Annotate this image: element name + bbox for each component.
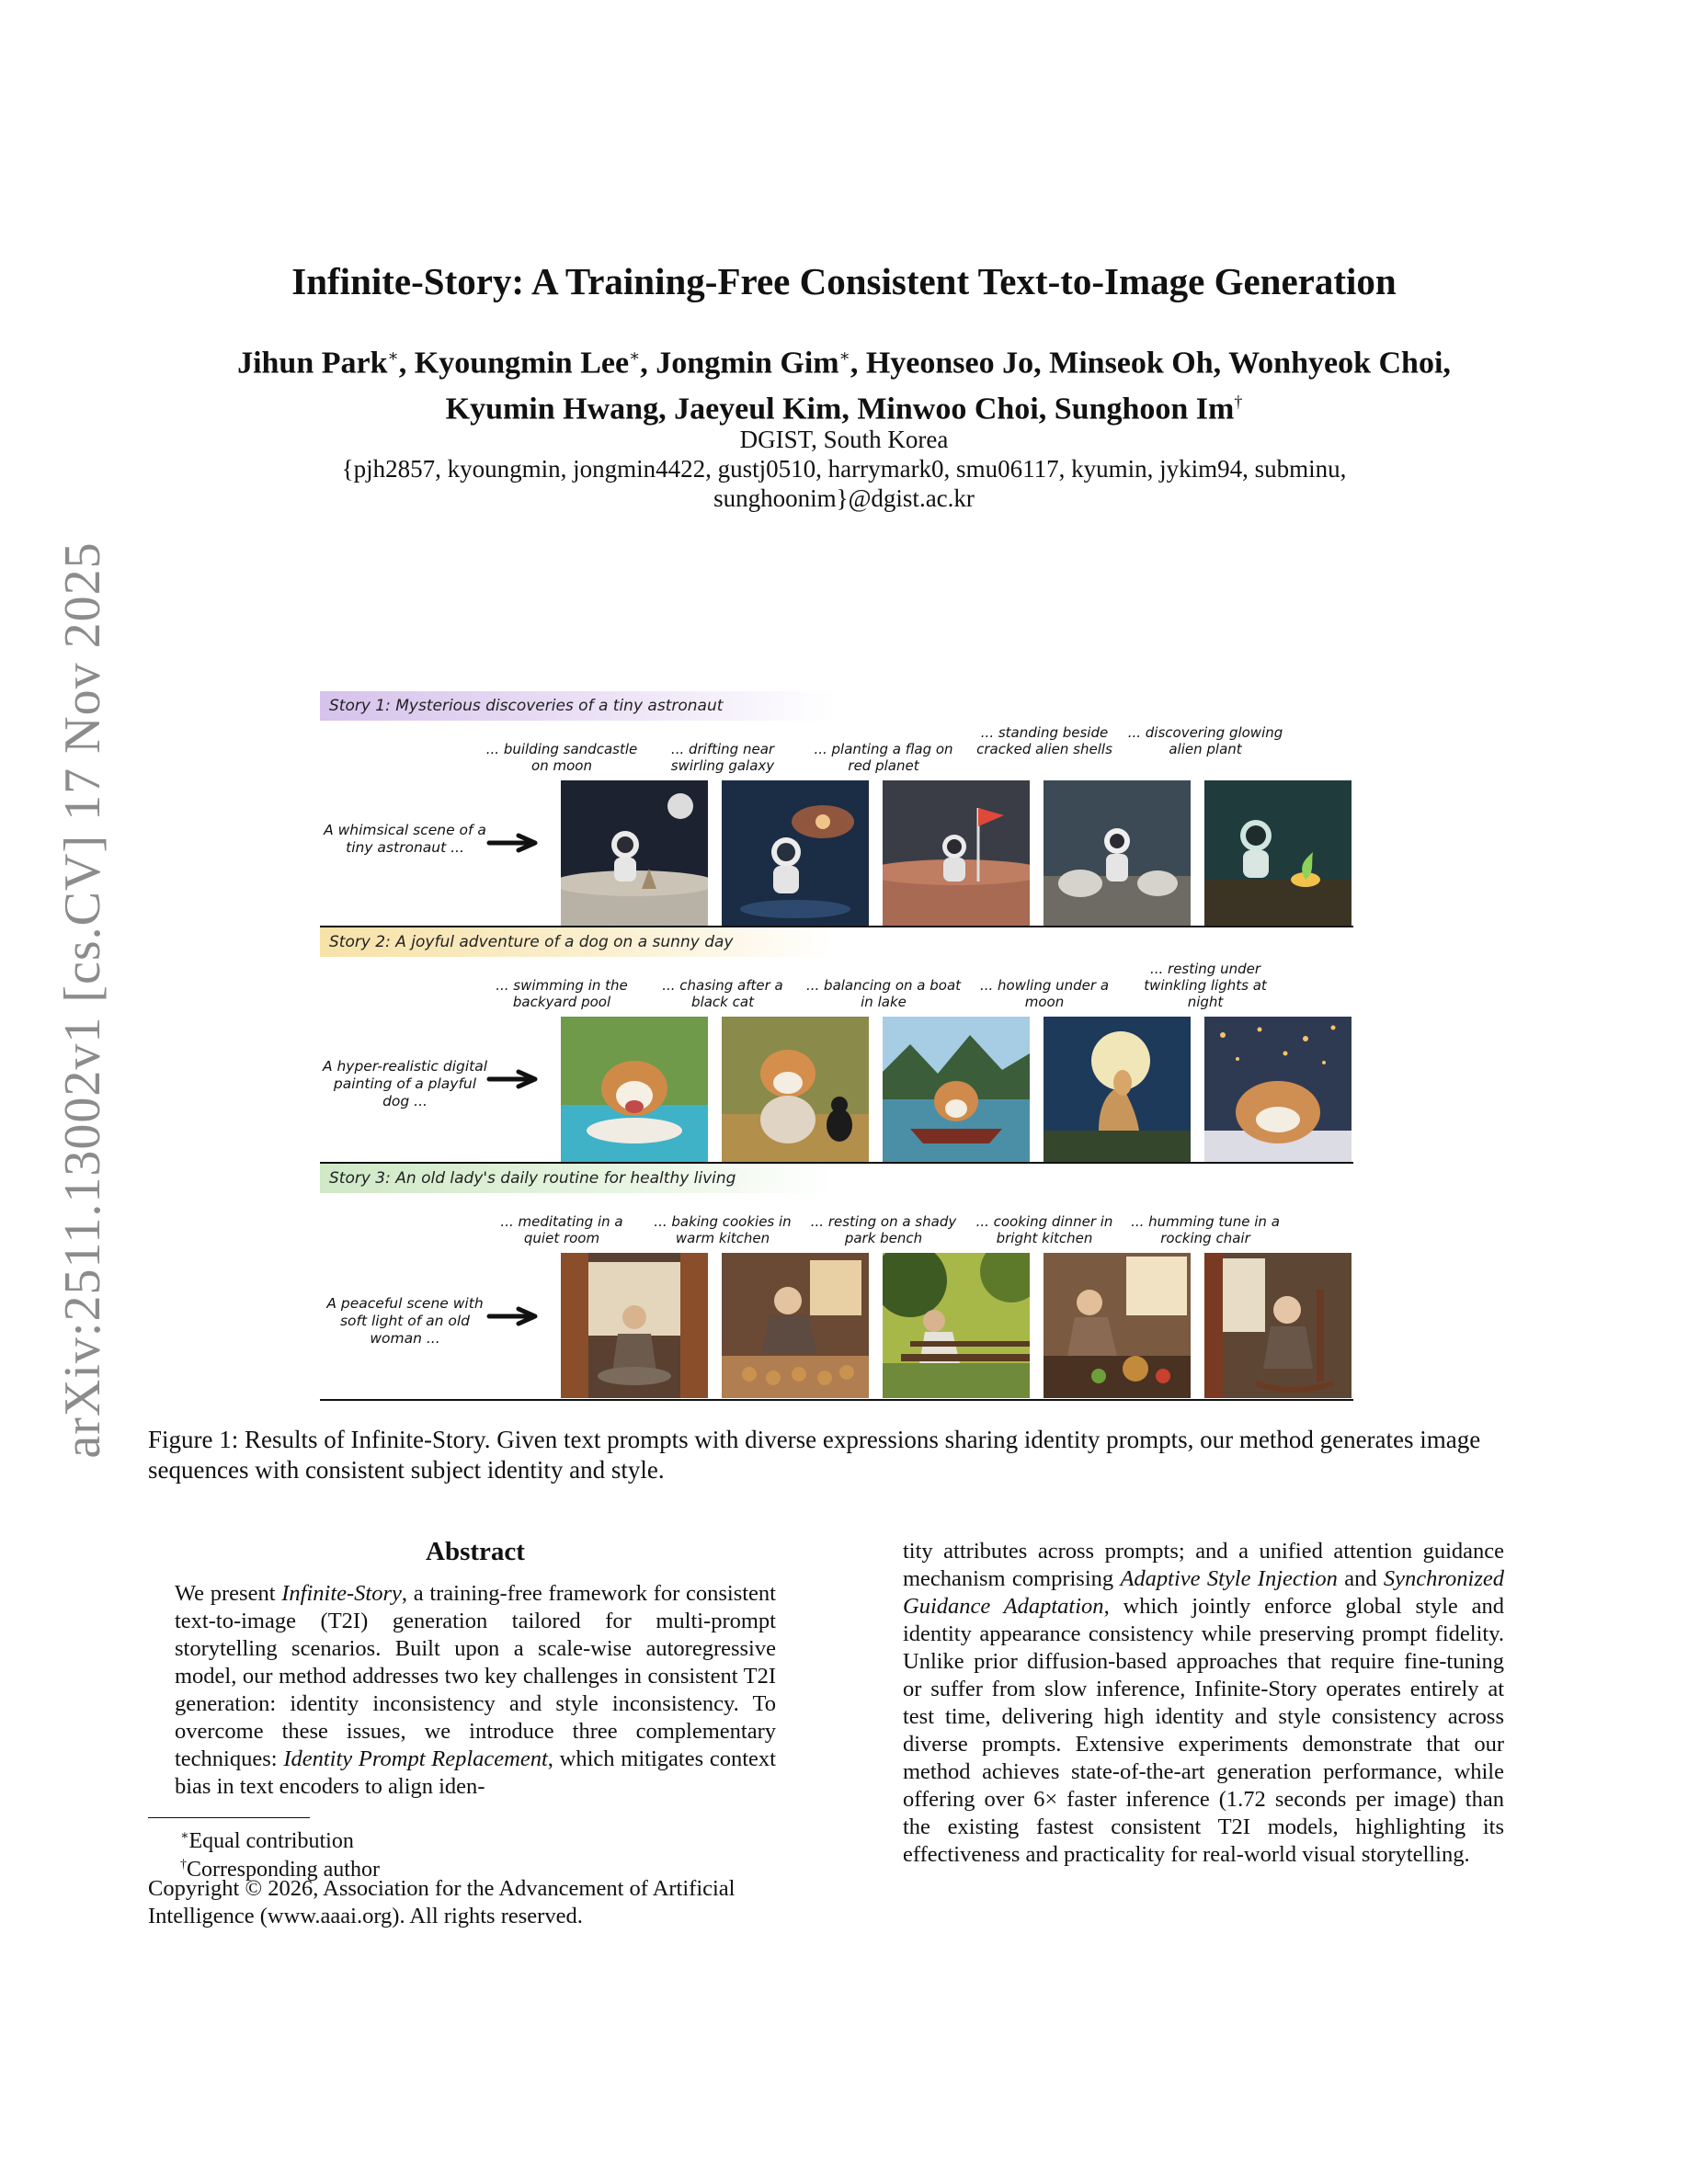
story-2-prompt: A hyper-realistic digital painting of a playful dog ... bbox=[322, 1058, 488, 1109]
author-name: Jaeyeul Kim bbox=[674, 392, 842, 427]
emails-line-2: sunghoonim}@dgist.ac.kr bbox=[713, 484, 975, 512]
abstract-text: tity attributes across prompts; and a unified attention guidance mechanism comprising bbox=[903, 1539, 1504, 1591]
footnote-mark: † bbox=[180, 1858, 187, 1871]
story-1-caption-3: ... planting a flag on red planet bbox=[814, 741, 953, 774]
arrow-icon bbox=[485, 833, 541, 853]
story-1-caption-1: ... building sandcastle on moon bbox=[485, 741, 638, 774]
footnote-text: Corresponding author bbox=[187, 1858, 380, 1882]
abstract-heading: Abstract bbox=[426, 1537, 525, 1566]
author-name: Kyumin Hwang bbox=[445, 392, 659, 427]
story-2-label: Story 2: A joyful adventure of a dog on a sunny day bbox=[320, 927, 835, 957]
story-2-caption-3: ... balancing on a boat in lake bbox=[805, 977, 962, 1010]
arxiv-stamp: arXiv:2511.13002v1 [cs.CV] 17 Nov 2025 bbox=[54, 541, 111, 1459]
woman-rocking-image bbox=[1204, 1253, 1352, 1398]
abstract-text: and bbox=[1337, 1566, 1384, 1591]
footnote-text: Equal contribution bbox=[188, 1829, 354, 1853]
footnote-rule bbox=[148, 1817, 310, 1818]
author-mark: ∗ bbox=[838, 347, 850, 365]
astronaut-sandcastle-image bbox=[561, 780, 708, 926]
woman-baking-image bbox=[722, 1253, 869, 1398]
woman-meditating-image bbox=[561, 1253, 708, 1398]
abstract-text: , which jointly enforce global style and identity appearance consistency while preserving prompt fidelity. Unlike prior diffusion-based approaches that require fine-tuning or suffer from slow inference, Infinite-Story operates entirely at test time, delivering high identity and style consistency across diverse prompts. Extensive experiments demonstrate that our method achieves state-of-the-art generation performance, while offering over 6× faster inference (1.72 seconds per image) than the existing fastest consistent T2I models, highlighting its effectiveness and practicality for real-world visual storytelling. bbox=[903, 1594, 1504, 1867]
story-1-caption-5: ... discovering glowing alien plant bbox=[1127, 724, 1283, 757]
story-2-caption-4: ... howling under a moon bbox=[979, 977, 1110, 1010]
author-name: Minwoo Choi bbox=[857, 392, 1039, 427]
woman-bench-image bbox=[883, 1253, 1030, 1398]
story-2-caption-5: ... resting under twinkling lights at night bbox=[1144, 961, 1267, 1010]
dog-cat-image bbox=[722, 1017, 869, 1162]
abstract-right-column bbox=[903, 1538, 1504, 1869]
affiliation: DGIST, South Korea bbox=[739, 426, 949, 453]
author-name: Kyoungmin Lee bbox=[414, 346, 630, 381]
astronaut-flag-image bbox=[883, 780, 1030, 926]
footnote-equal bbox=[180, 1824, 354, 1854]
affiliation-block bbox=[147, 425, 1541, 513]
abstract-italic-technique: Synchronized Guidance Adaptation bbox=[903, 1566, 1504, 1619]
author-line-2: Kyumin Hwang, Jaeyeul Kim, Minwoo Choi, Sunghoon Im† bbox=[445, 392, 1243, 427]
dog-boat-image bbox=[883, 1017, 1030, 1162]
author-mark: ∗ bbox=[387, 347, 399, 365]
arrow-icon bbox=[485, 1306, 541, 1326]
author-name: Minseok Oh bbox=[1049, 346, 1214, 381]
row-divider bbox=[320, 1399, 1353, 1401]
dog-lights-image bbox=[1204, 1017, 1352, 1162]
astronaut-shells-image bbox=[1044, 780, 1191, 926]
author-list bbox=[147, 336, 1541, 429]
story-3-caption-4: ... cooking dinner in bright kitchen bbox=[975, 1213, 1113, 1246]
abstract-italic-technique: Identity Prompt Replacement bbox=[283, 1746, 548, 1771]
woman-cooking-image bbox=[1044, 1253, 1191, 1398]
abstract-left-column bbox=[175, 1537, 776, 1801]
story-3-caption-3: ... resting on a shady park bench bbox=[810, 1213, 957, 1246]
abstract-italic-technique: Adaptive Style Injection bbox=[1120, 1566, 1338, 1591]
author-mark: ∗ bbox=[629, 347, 641, 365]
author-line-1: Jihun Park∗, Kyoungmin Lee∗, Jongmin Gim∗, Hyeonseo Jo, Minseok Oh, Wonhyeok Choi, bbox=[237, 346, 1451, 381]
copyright-notice: Copyright © 2026, Association for the Advancement of Artificial Intelligence (www.aaai.org). All rights reserved. bbox=[148, 1876, 736, 1928]
story-3-prompt: A peaceful scene with soft light of an old woman ... bbox=[326, 1295, 484, 1347]
arrow-icon bbox=[485, 1069, 541, 1089]
emails-line-1: {pjh2857, kyoungmin, jongmin4422, gustj0510, harrymark0, smu06117, kyumin, jykim94, subminu, bbox=[341, 455, 1347, 483]
abstract-text: We present bbox=[175, 1581, 282, 1606]
astronaut-galaxy-image bbox=[722, 780, 869, 926]
story-1-caption-2: ... drifting near swirling galaxy bbox=[670, 741, 775, 774]
author-name: Jongmin Gim bbox=[656, 346, 839, 381]
story-1-caption-4: ... standing beside cracked alien shells bbox=[976, 724, 1112, 757]
dog-moon-image bbox=[1044, 1017, 1191, 1162]
dog-pool-image bbox=[561, 1017, 708, 1162]
abstract-italic-method: Infinite-Story bbox=[281, 1581, 402, 1606]
astronaut-plant-image bbox=[1204, 780, 1352, 926]
abstract-text: , a training-free framework for consistent text-to-image (T2I) generation tailored for multi-prompt storytelling scenarios. Built upon a scale-wise autoregressive model, our method addresses two key challenges in consistent T2I generation: identity inconsistency and style inconsistency. To overcome these issues, we introduce three complementary techniques: bbox=[175, 1581, 776, 1771]
abstract-paragraph-1: We present Infinite-Story, a training-free framework for consistent text-to-image (T2I) generation tailored for multi-prompt storytelling scenarios. Built upon a scale-wise autoregressive model, our method addresses two key challenges in consistent T2I generation: identity inconsistency and style inconsistency. To overcome these issues, we introduce three complementary techniques: Identity Prompt Replacement, which mitigates context bias in text encoders to align iden- bbox=[175, 1581, 776, 1799]
story-3-caption-2: ... baking cookies in warm kitchen bbox=[654, 1213, 792, 1246]
figure-1 bbox=[320, 691, 1353, 1401]
author-mark: † bbox=[1234, 392, 1243, 412]
abstract-text: , which mitigates context bias in text encoders to align iden bbox=[175, 1746, 776, 1799]
figure-caption: Figure 1: Results of Infinite-Story. Given text prompts with diverse expressions sharing identity prompts, our method generates image sequences with consistent subject identity and style. bbox=[148, 1426, 1481, 1484]
story-3-label: Story 3: An old lady's daily routine for healthy living bbox=[320, 1164, 835, 1193]
author-name: Jihun Park bbox=[237, 346, 388, 381]
author-name: Wonhyeok Choi bbox=[1228, 346, 1443, 381]
story-2-caption-2: ... chasing after a black cat bbox=[662, 977, 783, 1010]
story-1-label: Story 1: Mysterious discoveries of a tiny astronaut bbox=[320, 691, 835, 721]
story-3-caption-1: ... meditating in a quiet room bbox=[500, 1213, 623, 1246]
author-name: Sunghoon Im bbox=[1054, 392, 1235, 427]
story-2-caption-1: ... swimming in the backyard pool bbox=[496, 977, 628, 1010]
story-1-prompt: A whimsical scene of a tiny astronaut ... bbox=[324, 822, 486, 856]
author-name: Hyeonseo Jo bbox=[865, 346, 1034, 381]
paper-title: Infinite-Story: A Training-Free Consistent Text-to-Image Generation bbox=[291, 260, 1397, 302]
footnote-mark: ∗ bbox=[180, 1829, 189, 1843]
story-3-caption-5: ... humming tune in a rocking chair bbox=[1131, 1213, 1280, 1246]
